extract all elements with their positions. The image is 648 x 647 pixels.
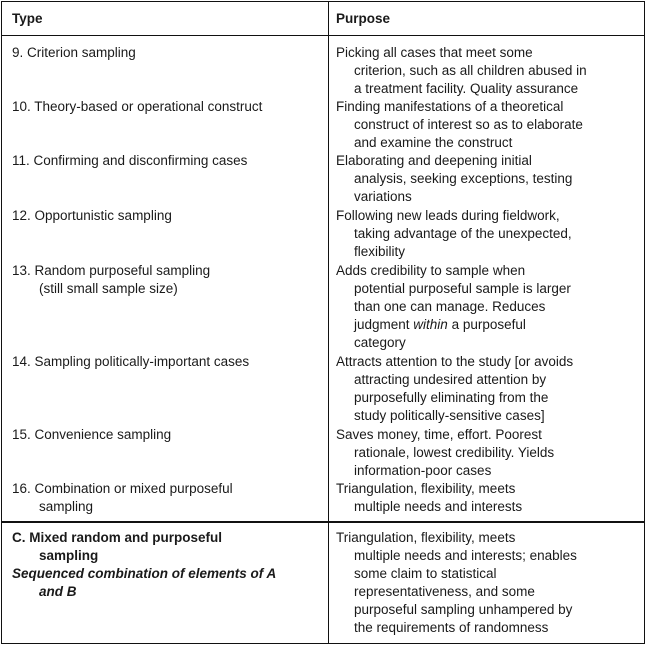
table-row-type: 16. Combination or mixed purposeful sampling	[12, 481, 233, 514]
table-row-type: 14. Sampling politically-important cases	[12, 354, 250, 369]
table-row-type: 15. Convenience sampling	[12, 427, 172, 442]
table-row-purpose: Picking all cases that meet some criterion, such as all children abused in a treatment facility. Quality assurance	[336, 45, 587, 96]
section-rule	[2, 521, 644, 523]
column-divider	[328, 2, 329, 643]
section-c-subtitle: Sequenced combination of elements of A	[12, 566, 277, 581]
section-c-title: C. Mixed random and purposeful	[12, 530, 223, 545]
table-row-type: 9. Criterion sampling	[12, 45, 136, 60]
table-row-purpose: Saves money, time, effort. Poorest rationale, lowest credibility. Yields information-poor cases	[336, 427, 555, 478]
header-rule	[2, 35, 644, 36]
table-row-type: 12. Opportunistic sampling	[12, 208, 172, 223]
sampling-strategies-table	[1, 1, 645, 644]
table-row-purpose: Elaborating and deepening initial analysis, seeking exceptions, testing variations	[336, 153, 573, 204]
table-row-purpose: Finding manifestations of a theoretical construct of interest so as to elaborate and examine the construct	[336, 99, 583, 150]
table-row-type: 10. Theory-based or operational construct	[12, 99, 263, 114]
table-row-purpose: Attracts attention to the study [or avoids attracting undesired attention by purposefully eliminating from the study politically-sensitive cases]	[336, 354, 574, 423]
section-c-type: C. Mixed random and purposeful sampling Sequenced combination of elements of A and B	[12, 529, 322, 601]
section-c-purpose: Triangulation, flexibility, meets multiple needs and interests; enables some claim to statistical representativeness, and some purposeful sampling unhampered by the requirements of randomness	[336, 530, 577, 635]
table-row-purpose: Triangulation, flexibility, meets multiple needs and interests	[336, 481, 523, 514]
type-column-header: Type	[12, 11, 43, 26]
table-row-type: 11. Confirming and disconfirming cases	[12, 153, 248, 168]
purpose-column-header: Purpose	[336, 11, 391, 26]
table-row-purpose: Adds credibility to sample when potential purposeful sample is larger than one can manage. Reduces judgment within a purposeful category	[336, 263, 571, 350]
table-row-type: 13. Random purposeful sampling (still small sample size)	[12, 263, 211, 296]
table-row-purpose: Following new leads during fieldwork, taking advantage of the unexpected, flexibility	[336, 208, 572, 259]
